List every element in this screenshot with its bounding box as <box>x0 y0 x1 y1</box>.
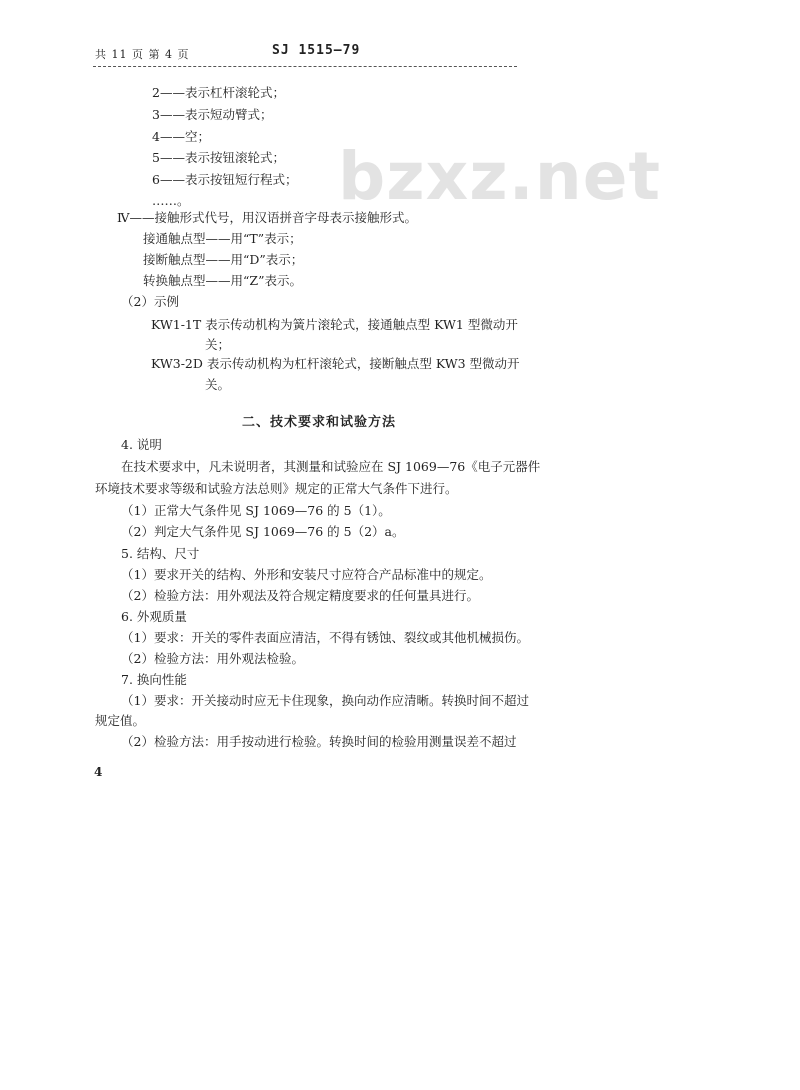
body-line: （1）正常大气条件见 SJ 1069—76 的 5（1）。 <box>121 503 391 518</box>
body-line: 4. 说明 <box>121 437 162 452</box>
body-line: （2）判定大气条件见 SJ 1069—76 的 5（2）a。 <box>121 524 405 539</box>
body-line: 3——表示短动臂式； <box>152 107 273 122</box>
body-line: 关； <box>205 337 231 352</box>
body-line: 规定值。 <box>95 713 146 728</box>
header-standard-code: SJ 1515—79 <box>272 43 361 58</box>
body-line: 6. 外观质量 <box>121 609 187 624</box>
body-line: 2——表示杠杆滚轮式； <box>152 85 285 100</box>
body-line: Ⅳ——接触形式代号，用汉语拼音字母表示接触形式。 <box>117 210 417 225</box>
body-line: 5——表示按钮滚轮式； <box>152 150 285 165</box>
body-line: 转换触点型——用“Z”表示。 <box>143 273 302 288</box>
body-line: ……。 <box>152 193 190 208</box>
body-line: 接通触点型——用“T”表示； <box>143 231 302 246</box>
section-title: 二、技术要求和试验方法 <box>242 415 397 430</box>
body-line: （1）要求：开关的零件表面应清洁，不得有锈蚀、裂纹或其他机械损伤。 <box>121 630 529 645</box>
body-line: （2）示例 <box>121 294 179 309</box>
body-line: KW3-2D 表示传动机构为杠杆滚轮式，接断触点型 KW3 型微动开 <box>151 356 520 371</box>
body-line: （2）检验方法：用手按动进行检验。转换时间的检验用测量误差不超过 <box>121 734 517 749</box>
body-line: KW1-1T 表示传动机构为簧片滚轮式，接通触点型 KW1 型微动开 <box>151 317 518 332</box>
body-line: 6——表示按钮短行程式； <box>152 172 298 187</box>
body-line: （1）要求开关的结构、外形和安装尺寸应符合产品标准中的规定。 <box>121 567 492 582</box>
body-line: 环境技术要求等级和试验方法总则》规定的正常大气条件下进行。 <box>95 481 458 496</box>
header-page-info: 共 11 页 第 4 页 <box>95 48 190 61</box>
body-line: （1）要求：开关接动时应无卡住现象，换向动作应清晰。转换时间不超过 <box>121 693 529 708</box>
body-line: （2）检验方法：用外观法检验。 <box>121 651 304 666</box>
body-line: 关。 <box>205 377 231 392</box>
watermark: bzxz.net <box>338 138 662 215</box>
body-line: 5. 结构、尺寸 <box>121 546 200 561</box>
body-line: 7. 换向性能 <box>121 672 187 687</box>
page-number: 4 <box>94 765 103 779</box>
body-line: （2）检验方法：用外观法及符合规定精度要求的任何量具进行。 <box>121 588 479 603</box>
header-divider <box>93 66 517 67</box>
body-line: 在技术要求中，凡未说明者，其测量和试验应在 SJ 1069—76《电子元器件 <box>121 459 541 474</box>
body-line: 4——空； <box>152 129 210 144</box>
body-line: 接断触点型——用“D”表示； <box>143 252 304 267</box>
